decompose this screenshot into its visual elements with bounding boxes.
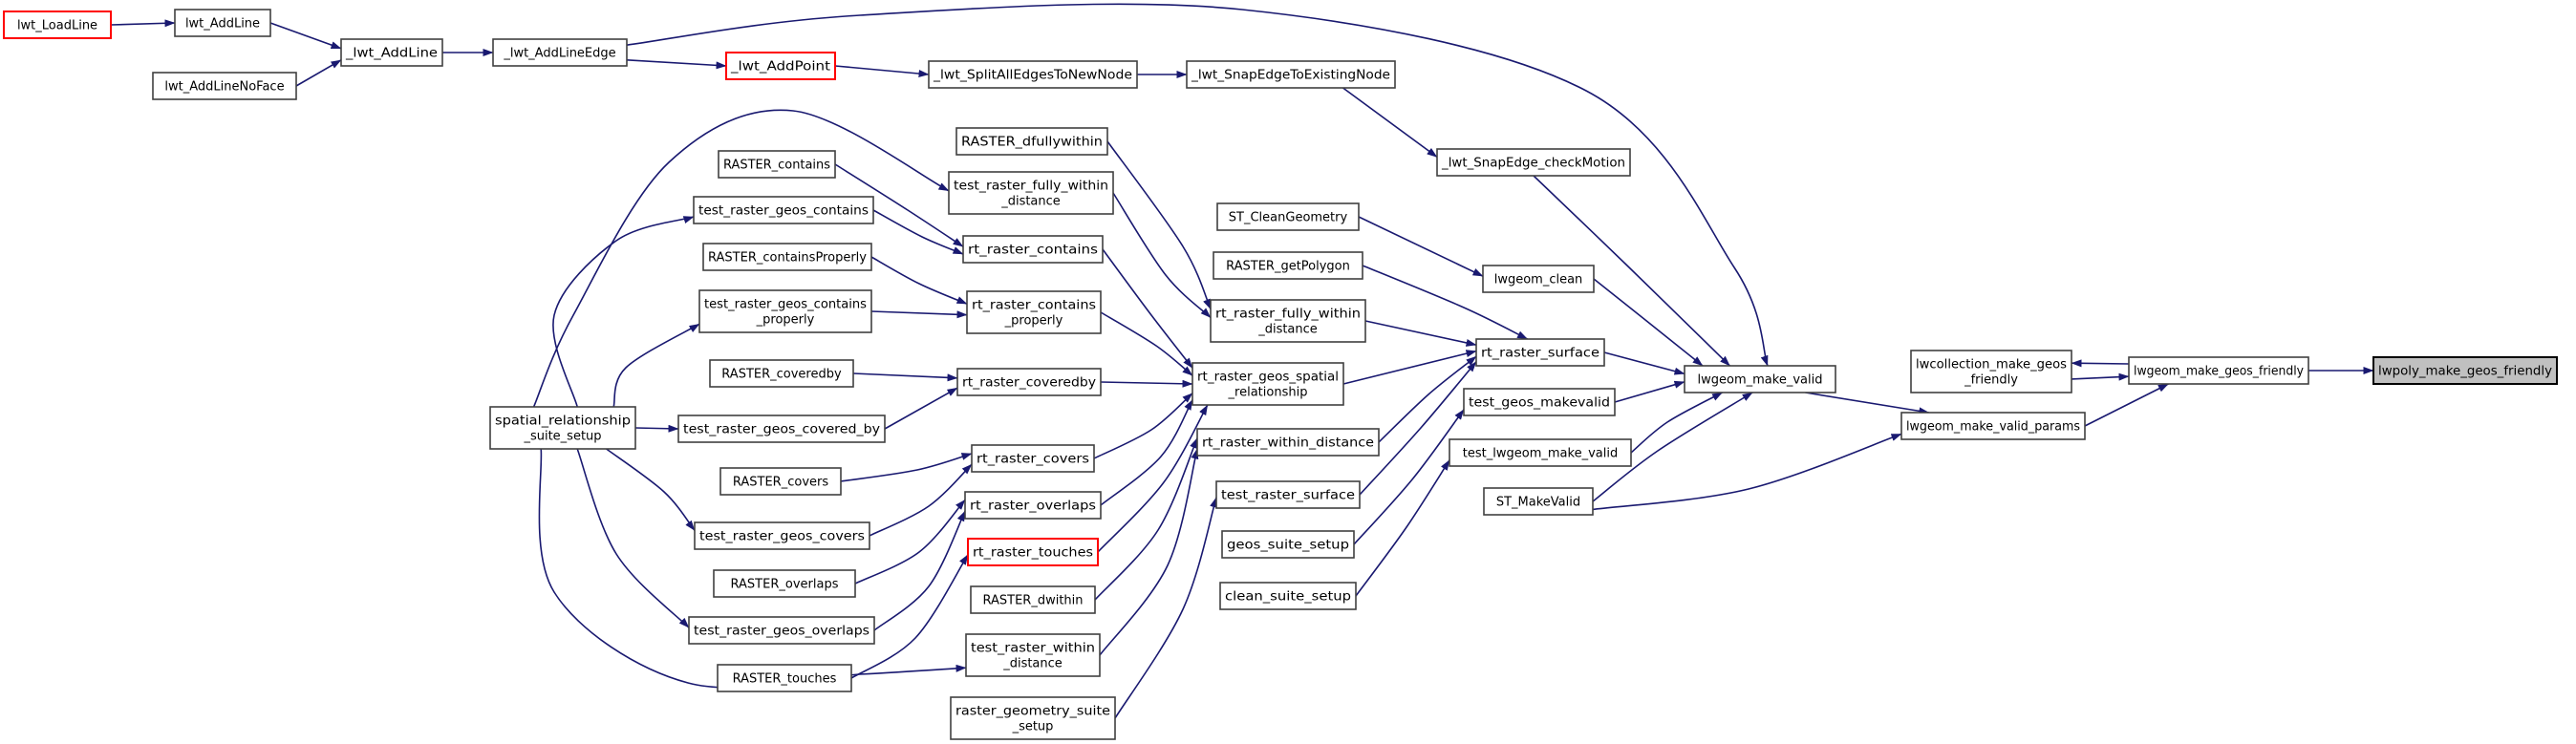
node-box[interactable] [1187, 61, 1395, 88]
edge-rt_raster_surface--lwgeom_make_valid [1604, 352, 1685, 373]
node-box[interactable] [694, 197, 873, 223]
edge-lwt_LoadLine--lwt_AddLine [111, 23, 175, 25]
node-box[interactable] [1464, 389, 1615, 415]
node-label: RASTER_covers [732, 475, 829, 490]
node-box[interactable] [490, 407, 635, 449]
node-label: test_raster_within [971, 641, 1095, 656]
node-rt_raster_contains_properly[interactable] [967, 291, 1101, 333]
node-box[interactable] [1476, 339, 1604, 366]
node-label: RASTER_contains [723, 158, 831, 173]
node-box[interactable] [951, 697, 1115, 739]
node-label: RASTER_coveredby [721, 367, 842, 382]
node-label: lwpoly_make_geos_friendly [2378, 364, 2553, 379]
node-raster_geometry_suite_setup[interactable] [951, 697, 1115, 739]
node-box[interactable] [1901, 413, 2085, 439]
node-box[interactable] [2129, 357, 2308, 384]
node-label: RASTER_containsProperly [708, 250, 868, 266]
node-label: RASTER_touches [732, 671, 837, 687]
node-label: RASTER_dfullywithin [961, 135, 1103, 150]
edge-rt_raster_within_distance--rt_raster_surface [1379, 356, 1476, 442]
node-box[interactable] [1220, 583, 1356, 609]
node-spatial_relationship_suite_setup[interactable] [490, 407, 635, 449]
edge-rt_raster_coveredby--rt_raster_geos_spatial_relationship [1101, 382, 1192, 384]
node-box[interactable] [1192, 363, 1343, 405]
node-label: RASTER_getPolygon [1226, 259, 1350, 274]
node-RASTER_covers[interactable] [720, 468, 841, 495]
node-box[interactable] [929, 61, 1137, 88]
edge-test_raster_within_distance--rt_raster_within_distance [1100, 449, 1197, 655]
node-box[interactable] [714, 570, 855, 597]
edge-rt_raster_geos_spatial_relationship--rt_raster_surface [1343, 351, 1476, 384]
node-label: RASTER_overlaps [730, 577, 839, 592]
node-label: _properly [756, 312, 815, 328]
edge-RASTER_dwithin--rt_raster_within_distance [1095, 438, 1197, 600]
node-label: ST_MakeValid [1495, 495, 1581, 510]
node-RASTER_dwithin[interactable] [971, 586, 1095, 613]
node-_lwt_SnapEdgeToExistingNode[interactable] [1187, 61, 1395, 88]
node-lwt_AddLine[interactable] [175, 10, 270, 36]
edge-test_raster_geos_covered_by--rt_raster_coveredby [885, 388, 957, 429]
node-label: _lwt_SplitAllEdgesToNewNode [932, 68, 1132, 83]
node-label: rt_raster_surface [1481, 346, 1599, 361]
node-test_raster_geos_covered_by[interactable] [678, 415, 885, 442]
node-RASTER_touches[interactable] [718, 665, 851, 691]
node-box[interactable] [965, 492, 1101, 519]
node-label: clean_suite_setup [1225, 589, 1351, 605]
edge-lwgeom_make_geos_friendly--lwcollection_make_geos_friendly [2072, 363, 2129, 364]
node-box[interactable] [4, 11, 111, 38]
node-_lwt_AddPoint[interactable] [726, 53, 835, 79]
node-lwgeom_make_valid[interactable] [1685, 366, 1835, 393]
node-box[interactable] [720, 468, 841, 495]
node-box[interactable] [175, 10, 270, 36]
node-label: rt_raster_overlaps [970, 499, 1097, 514]
node-label: ST_CleanGeometry [1228, 210, 1348, 225]
node-rt_raster_surface[interactable] [1476, 339, 1604, 366]
edge-ST_CleanGeometry--lwgeom_clean [1359, 217, 1483, 276]
node-box[interactable] [718, 665, 851, 691]
node-label: _distance [1001, 194, 1061, 209]
node-label: lwcollection_make_geos [1916, 357, 2068, 372]
node-test_raster_surface[interactable] [1216, 481, 1360, 508]
node-label: rt_raster_contains [968, 243, 1099, 258]
node-label: test_raster_surface [1221, 488, 1355, 503]
node-test_raster_geos_contains_properly[interactable] [699, 290, 871, 332]
node-test_raster_within_distance[interactable] [966, 634, 1100, 676]
node-label: test_lwgeom_make_valid [1462, 446, 1619, 461]
node-_lwt_SplitAllEdgesToNewNode[interactable] [929, 61, 1137, 88]
edge-_lwt_AddLineEdge--_lwt_AddPoint [627, 60, 726, 66]
edge-spatial_relationship_suite_setup--test_raster_geos_contains [553, 217, 694, 407]
edge-_lwt_AddPoint--_lwt_SplitAllEdgesToNewNode [835, 66, 929, 74]
edge-lwcollection_make_geos_friendly--lwgeom_make_geos_friendly [2072, 376, 2129, 379]
node-label: _lwt_AddPoint [729, 59, 830, 74]
edge-lwgeom_make_valid--lwgeom_make_valid_params [1805, 393, 1928, 413]
edge-test_lwgeom_make_valid--lwgeom_make_valid [1631, 393, 1723, 453]
node-label: rt_raster_fully_within [1215, 307, 1361, 322]
node-label: _suite_setup [524, 429, 602, 444]
node-test_geos_makevalid[interactable] [1464, 389, 1615, 415]
edge-test_raster_geos_overlaps--rt_raster_overlaps [874, 511, 965, 630]
node-ST_CleanGeometry[interactable] [1217, 203, 1359, 230]
node-lwcollection_make_geos_friendly[interactable] [1911, 351, 2072, 393]
node-label: _setup [1012, 719, 1054, 734]
node-box[interactable] [689, 617, 874, 644]
node-box[interactable] [703, 244, 871, 270]
node-box[interactable] [1222, 531, 1354, 558]
node-box[interactable] [699, 290, 871, 332]
node-label: raster_geometry_suite [955, 704, 1110, 719]
node-rt_raster_geos_spatial_relationship[interactable] [1192, 363, 1343, 405]
node-label: _lwt_SnapEdgeToExistingNode [1190, 68, 1390, 83]
node-label: _properly [1004, 313, 1063, 329]
edge-test_raster_geos_contains_properly--rt_raster_contains_properly [871, 311, 967, 315]
edge-rt_raster_overlaps--rt_raster_geos_spatial_relationship [1101, 400, 1192, 505]
node-label: test_raster_geos_covers [699, 529, 866, 544]
node-rt_raster_covers[interactable] [972, 445, 1094, 472]
node-_lwt_AddLine[interactable] [341, 39, 442, 66]
node-box[interactable] [1437, 149, 1630, 176]
node-label: _distance [1258, 322, 1318, 337]
node-label: _lwt_AddLine [344, 46, 438, 61]
node-box[interactable] [695, 522, 869, 549]
edge-RASTER_overlaps--rt_raster_overlaps [855, 500, 965, 584]
node-box[interactable] [1483, 266, 1594, 292]
node-_lwt_AddLineEdge[interactable] [493, 39, 627, 66]
edge-spatial_relationship_suite_setup--test_raster_geos_overlaps [577, 449, 689, 627]
node-label: _relationship [1228, 385, 1308, 400]
edge-spatial_relationship_suite_setup--test_raster_geos_contains_properly [613, 324, 699, 407]
edge-rt_raster_covers--rt_raster_geos_spatial_relationship [1094, 393, 1192, 458]
node-label: _friendly [1964, 372, 2018, 388]
node-box[interactable] [949, 172, 1113, 214]
node-box[interactable] [153, 73, 296, 99]
node-label: lwgeom_make_valid_params [1906, 419, 2081, 435]
edge-test_raster_fully_within_distance--rt_raster_fully_within_distance [1113, 193, 1211, 317]
node-RASTER_coveredby[interactable] [710, 360, 853, 387]
edge-lwgeom_make_valid_params--lwgeom_make_geos_friendly [2085, 384, 2168, 426]
node-label: rt_raster_coveredby [962, 375, 1097, 391]
edge-raster_geometry_suite_setup--test_raster_surface [1115, 498, 1216, 718]
node-label: rt_raster_within_distance [1202, 436, 1374, 451]
node-clean_suite_setup[interactable] [1220, 583, 1356, 609]
node-lwgeom_make_geos_friendly[interactable] [2129, 357, 2308, 384]
node-label: lwgeom_make_geos_friendly [2134, 364, 2305, 379]
node-box[interactable] [1213, 252, 1363, 279]
node-box[interactable] [972, 445, 1094, 472]
node-lwpoly_make_geos_friendly [2373, 357, 2557, 384]
node-RASTER_contains[interactable] [719, 151, 835, 178]
node-box[interactable] [493, 39, 627, 66]
node-box[interactable] [1484, 488, 1593, 515]
node-label: RASTER_dwithin [982, 593, 1084, 608]
node-RASTER_getPolygon[interactable] [1213, 252, 1363, 279]
node-label: test_raster_geos_contains [698, 203, 869, 219]
node-box[interactable] [678, 415, 885, 442]
node-test_raster_fully_within_distance[interactable] [949, 172, 1113, 214]
node-test_lwgeom_make_valid[interactable] [1449, 439, 1631, 466]
node-lwt_LoadLine[interactable] [4, 11, 111, 38]
edge-RASTER_coveredby--rt_raster_coveredby [853, 373, 957, 378]
node-label: _lwt_AddLineEdge [504, 46, 616, 61]
node-ST_MakeValid[interactable] [1484, 488, 1593, 515]
node-label: spatial_relationship [495, 414, 631, 429]
node-RASTER_containsProperly[interactable] [703, 244, 871, 270]
edge-lwt_AddLine--_lwt_AddLine [270, 23, 341, 49]
node-box[interactable] [710, 360, 853, 387]
node-test_raster_geos_overlaps[interactable] [689, 617, 874, 644]
node-box[interactable] [726, 53, 835, 79]
node-box[interactable] [1211, 300, 1365, 342]
node-label: test_geos_makevalid [1469, 395, 1610, 411]
node-label: _distance [1003, 656, 1063, 671]
node-rt_raster_contains[interactable] [963, 236, 1103, 263]
node-RASTER_overlaps[interactable] [714, 570, 855, 597]
node-rt_raster_overlaps[interactable] [965, 492, 1101, 519]
node-label: lwt_AddLine [184, 16, 261, 32]
node-geos_suite_setup[interactable] [1222, 531, 1354, 558]
edge-spatial_relationship_suite_setup--test_raster_geos_covered_by [635, 428, 678, 429]
node-label: lwgeom_make_valid [1697, 372, 1823, 388]
node-box[interactable] [967, 291, 1101, 333]
node-lwgeom_make_valid_params[interactable] [1901, 413, 2085, 439]
edge-RASTER_dfullywithin--rt_raster_fully_within_distance [1107, 141, 1211, 309]
node-test_raster_geos_contains[interactable] [694, 197, 873, 223]
node-label: rt_raster_geos_spatial [1197, 370, 1339, 385]
node-label: lwt_AddLineNoFace [164, 79, 285, 95]
node-label: _lwt_SnapEdge_checkMotion [1440, 156, 1625, 171]
edge-RASTER_covers--rt_raster_covers [841, 454, 972, 481]
node-box[interactable] [966, 634, 1100, 676]
node-box[interactable] [963, 236, 1103, 263]
node-box[interactable] [1216, 481, 1360, 508]
node-rt_raster_coveredby[interactable] [957, 369, 1101, 395]
node-box[interactable] [1685, 366, 1835, 393]
edge-lwt_AddLineNoFace--_lwt_AddLine [296, 60, 341, 86]
node-box[interactable] [341, 39, 442, 66]
node-lwt_AddLineNoFace[interactable] [153, 73, 296, 99]
node-label: test_raster_geos_covered_by [683, 422, 881, 437]
edge-rt_raster_contains_properly--rt_raster_geos_spatial_relationship [1101, 312, 1192, 375]
edge-spatial_relationship_suite_setup--test_raster_geos_covers [607, 449, 695, 530]
node-RASTER_dfullywithin[interactable] [956, 128, 1107, 155]
node-label: test_raster_geos_contains [704, 297, 868, 312]
node-test_raster_geos_covers[interactable] [695, 522, 869, 549]
node-box[interactable] [719, 151, 835, 178]
node-box[interactable] [1197, 429, 1379, 456]
edge-RASTER_containsProperly--rt_raster_contains_properly [871, 257, 967, 304]
edge-test_geos_makevalid--lwgeom_make_valid [1615, 382, 1685, 402]
node-box[interactable] [1449, 439, 1631, 466]
node-label: rt_raster_touches [973, 545, 1094, 561]
node-label: geos_suite_setup [1227, 538, 1349, 553]
node-label: lwgeom_clean [1493, 272, 1583, 287]
node-box[interactable] [956, 128, 1107, 155]
edge-rt_raster_contains--rt_raster_geos_spatial_relationship [1103, 249, 1192, 368]
node-box[interactable] [957, 369, 1101, 395]
node-box[interactable] [971, 586, 1095, 613]
node-box[interactable] [1911, 351, 2072, 393]
node-box[interactable] [1217, 203, 1359, 230]
edge-rt_raster_fully_within_distance--rt_raster_surface [1365, 321, 1476, 345]
edge-_lwt_SnapEdgeToExistingNode--_lwt_SnapEdge_checkMotion [1343, 88, 1438, 157]
node-lwgeom_clean[interactable] [1483, 266, 1594, 292]
node-label: lwt_LoadLine [16, 18, 98, 33]
node-box [2373, 357, 2557, 384]
node-rt_raster_fully_within_distance[interactable] [1211, 300, 1365, 342]
node-box[interactable] [968, 539, 1098, 565]
node-label: test_raster_fully_within [954, 179, 1108, 194]
node-label: test_raster_geos_overlaps [694, 624, 870, 639]
node-_lwt_SnapEdge_checkMotion[interactable] [1437, 149, 1630, 176]
node-rt_raster_within_distance[interactable] [1197, 429, 1379, 456]
node-rt_raster_touches[interactable] [968, 539, 1098, 565]
node-label: rt_raster_covers [977, 452, 1090, 467]
node-label: rt_raster_contains [972, 298, 1097, 313]
